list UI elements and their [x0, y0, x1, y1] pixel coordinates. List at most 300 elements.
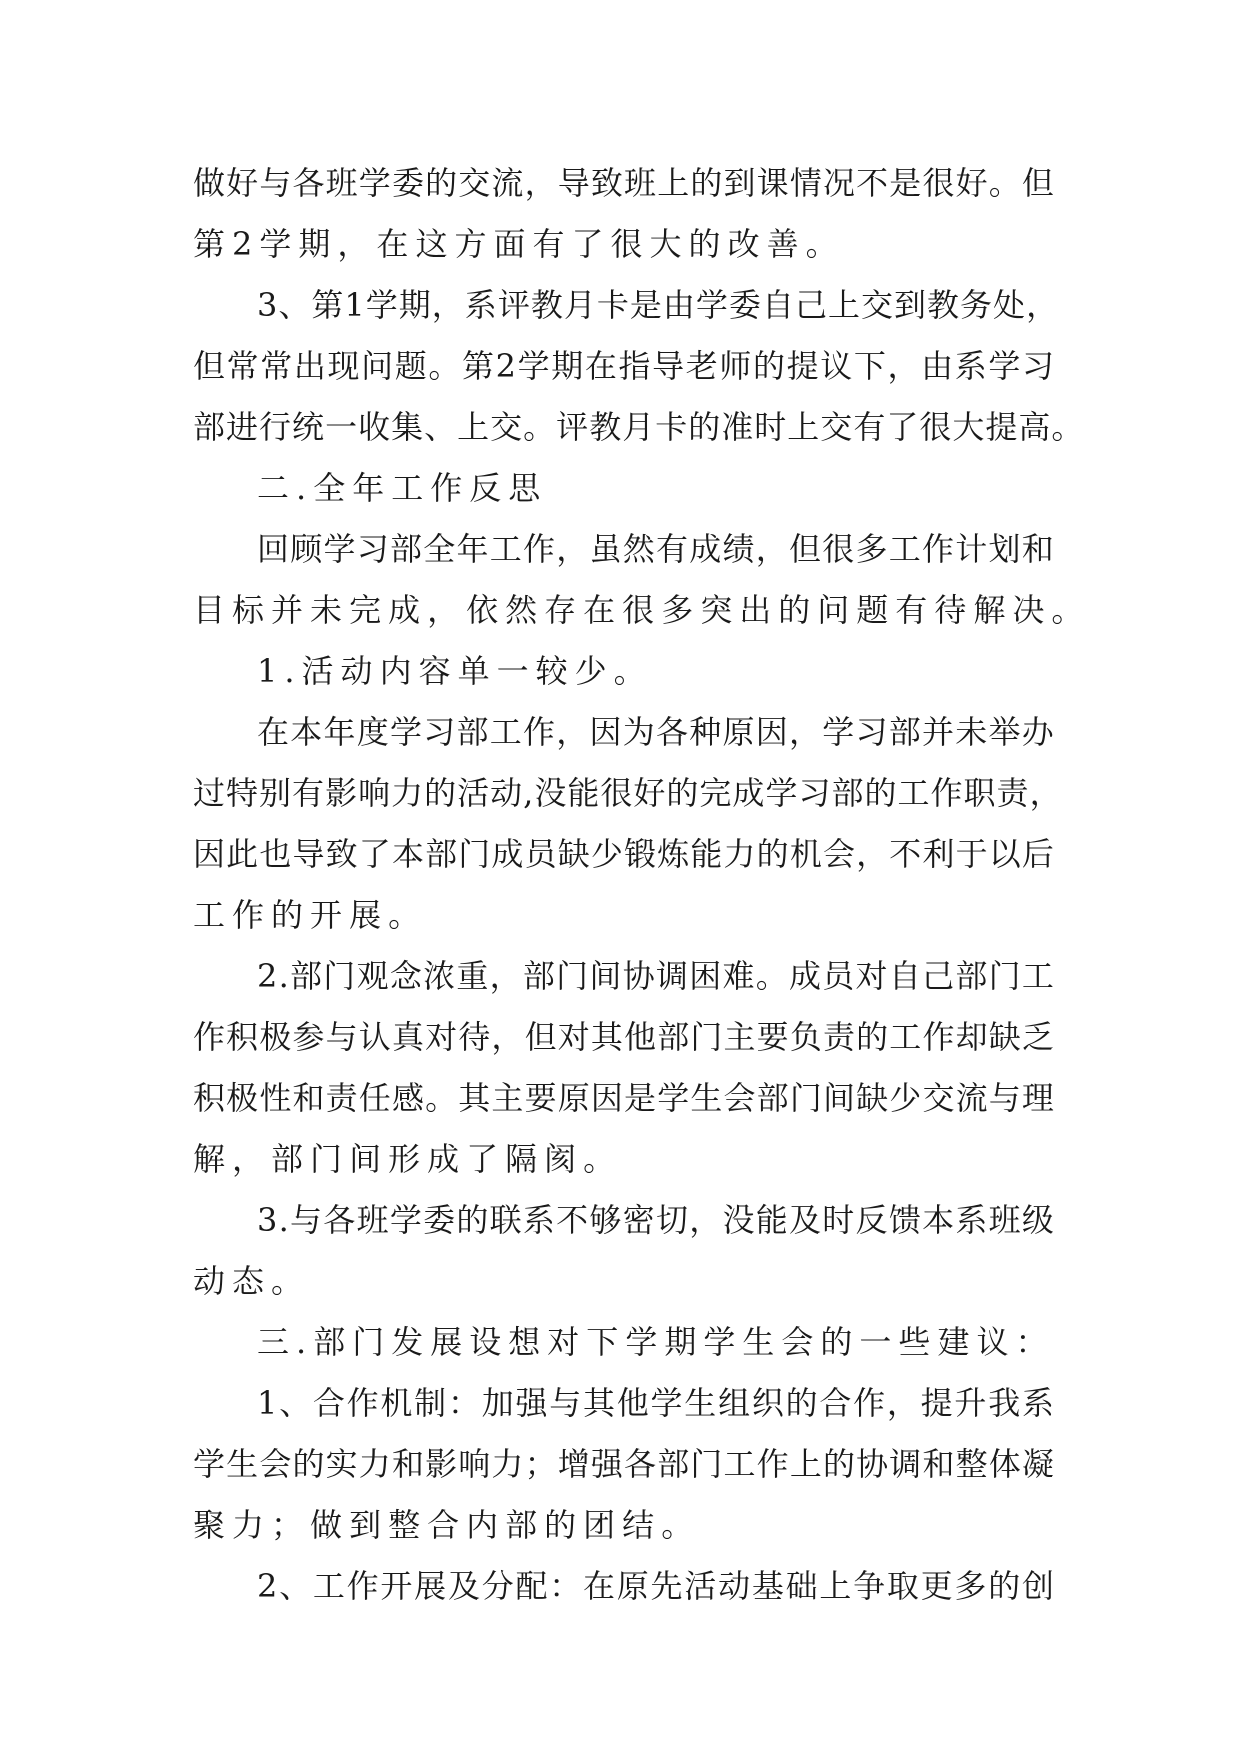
text-char: 间	[589, 957, 623, 995]
text-line	[193, 153, 1055, 214]
text-line	[193, 214, 1055, 275]
text-char: ，	[337, 225, 371, 263]
text-char: 学	[695, 286, 729, 324]
text-char: 系	[955, 1201, 989, 1239]
text-char: 。	[425, 1079, 459, 1117]
text-char: 期	[664, 1323, 698, 1361]
text-char: 评	[497, 286, 531, 324]
text-line	[193, 763, 1063, 824]
text-char: 实	[325, 1445, 359, 1483]
text-char: 单	[457, 652, 491, 690]
text-char: 、	[424, 408, 458, 446]
text-char: ，	[232, 1140, 266, 1178]
text-char: 大	[649, 225, 683, 263]
text-char: 出	[293, 347, 327, 385]
text-char: 加	[481, 1384, 515, 1422]
text-char: 高	[1018, 408, 1052, 446]
text-char: 学	[193, 1445, 227, 1483]
text-char: 门	[690, 1445, 724, 1483]
text-char: 少	[590, 835, 624, 873]
text-char: 顾	[290, 530, 324, 568]
text-char: 及	[789, 1201, 823, 1239]
text-char: 系	[1021, 1384, 1055, 1422]
text-char: 议	[976, 1323, 1010, 1361]
text-char: 任	[358, 1079, 392, 1117]
text-char: 能	[567, 774, 601, 812]
text-char: 好	[226, 164, 260, 202]
text-char: 多	[855, 530, 889, 568]
text-char: 本	[391, 835, 425, 873]
text-char: 想	[508, 1323, 542, 1361]
text-char: 全	[423, 530, 457, 568]
text-char: 完	[699, 774, 733, 812]
text-char: 时	[754, 408, 788, 446]
text-char: 己	[794, 286, 828, 324]
text-char: 重	[456, 957, 490, 995]
text-char: 因	[193, 835, 227, 873]
text-char: 2	[495, 347, 517, 385]
text-char: ，	[1026, 286, 1060, 324]
text-char: 下	[853, 347, 887, 385]
text-char: 了	[466, 1140, 500, 1178]
text-char: 2	[257, 957, 279, 995]
text-char: 老	[685, 347, 719, 385]
text-char: 情	[789, 164, 823, 202]
text-char: 到	[723, 164, 757, 202]
text-char: 动	[490, 774, 524, 812]
text-char: 卡	[596, 286, 630, 324]
text-char: .	[278, 1201, 290, 1239]
text-char: 级	[1021, 1201, 1055, 1239]
text-line	[193, 275, 1060, 336]
text-char: 他	[616, 1384, 650, 1422]
text-char: 凝	[1021, 1445, 1055, 1483]
text-char: 上	[657, 164, 691, 202]
text-char: 2	[232, 225, 254, 263]
text-char: 有	[532, 225, 566, 263]
text-char: 常	[226, 347, 260, 385]
text-char: 突	[700, 591, 734, 629]
text-char: 自	[761, 286, 795, 324]
text-char: 调	[655, 957, 689, 995]
text-char: 理	[1021, 1079, 1055, 1117]
text-char: 动	[340, 652, 374, 690]
text-char: 真	[391, 1018, 425, 1056]
text-char: 目	[193, 591, 227, 629]
text-char: 联	[489, 1201, 523, 1239]
text-char: 、	[279, 1384, 313, 1422]
text-char: 教	[927, 286, 961, 324]
text-char: 过	[193, 774, 227, 812]
text-char: 动	[193, 1262, 227, 1300]
text-char: 很	[822, 530, 856, 568]
text-char: 配	[515, 1567, 549, 1605]
text-char: 作	[756, 1445, 790, 1483]
text-char: 作	[232, 896, 266, 934]
text-char: 第	[193, 225, 227, 263]
text-char: 利	[922, 835, 956, 873]
text-char: 生	[742, 1323, 776, 1361]
text-char: 。	[755, 957, 789, 995]
text-char: 特	[226, 774, 260, 812]
text-char: 工	[312, 1567, 346, 1605]
text-char: 观	[356, 957, 390, 995]
text-char: 工	[391, 469, 425, 507]
text-char: 其	[583, 1384, 617, 1422]
text-char: 很	[919, 408, 953, 446]
text-char: 些	[898, 1323, 932, 1361]
text-char: 升	[954, 1384, 988, 1422]
text-char: 。	[583, 1140, 617, 1178]
text-char: 后	[1021, 835, 1055, 873]
text-char: 能	[690, 835, 724, 873]
text-char: 很	[610, 225, 644, 263]
text-char: 这	[415, 225, 449, 263]
text-char: 学	[259, 225, 293, 263]
text-char: 但	[789, 530, 823, 568]
text-char: 很	[600, 774, 634, 812]
text-char: 合	[312, 1384, 346, 1422]
text-line	[193, 1373, 1055, 1434]
text-char: 问	[361, 347, 395, 385]
text-line	[193, 1495, 1055, 1556]
text-char: 门	[690, 1018, 724, 1056]
text-char: 完	[349, 591, 383, 629]
text-char: ，	[431, 286, 465, 324]
text-char: 。	[661, 1506, 695, 1544]
text-char: 由	[662, 286, 696, 324]
text-char: 间	[349, 1140, 383, 1178]
text-line	[193, 885, 1055, 946]
text-char: 要	[524, 1079, 558, 1117]
text-char: 较	[535, 652, 569, 690]
text-char: 生	[226, 1445, 260, 1483]
text-char: 形	[388, 1140, 422, 1178]
text-char: 指	[618, 347, 652, 385]
text-char: 合	[427, 1506, 461, 1544]
text-char: 和	[391, 1445, 425, 1483]
text-char: 好	[633, 774, 667, 812]
text-char: 议	[820, 347, 854, 385]
text-char: 1	[257, 1384, 279, 1422]
text-char: 阂	[544, 1140, 578, 1178]
text-line	[193, 946, 1055, 1007]
text-char: 协	[856, 1445, 890, 1483]
list-item-heading	[193, 641, 1055, 702]
text-char: 系	[464, 286, 498, 324]
text-char: 门	[789, 1079, 823, 1117]
text-char: 由	[921, 347, 955, 385]
text-char: 缺	[988, 1018, 1022, 1056]
text-char: 。	[988, 164, 1022, 202]
text-char: 出	[739, 591, 773, 629]
text-char: 一	[325, 408, 359, 446]
text-char: 的	[425, 164, 459, 202]
text-char: 其	[458, 1079, 492, 1117]
text-char: 班	[325, 164, 359, 202]
text-char: 责	[325, 1079, 359, 1117]
text-char: 制	[414, 1384, 448, 1422]
text-char: 很	[622, 591, 656, 629]
text-char: 好	[955, 164, 989, 202]
text-char: 缺	[557, 835, 591, 873]
text-char: 的	[666, 774, 700, 812]
text-char: 。	[613, 652, 647, 690]
text-char: 存	[544, 591, 578, 629]
text-char: 提	[786, 347, 820, 385]
text-char: 学	[988, 347, 1022, 385]
text-char: 强	[515, 1384, 549, 1422]
text-char: 取	[886, 1567, 920, 1605]
text-char: 部	[522, 957, 556, 995]
text-char: 学	[657, 1079, 691, 1117]
text-char: 的	[544, 1506, 578, 1544]
text-char: 工	[1021, 957, 1055, 995]
text-char: 的	[424, 774, 458, 812]
section-heading	[193, 458, 1055, 519]
text-char: 间	[822, 1079, 856, 1117]
text-char: 门	[310, 1140, 344, 1178]
text-char: 交	[490, 408, 524, 446]
text-char: .	[278, 957, 290, 995]
text-char: 但	[524, 1018, 558, 1056]
text-char: 计	[955, 530, 989, 568]
text-char: 会	[781, 1323, 815, 1361]
text-char: 师	[719, 347, 753, 385]
text-char: 多	[954, 1567, 988, 1605]
text-char: 作	[930, 774, 964, 812]
text-line	[193, 519, 1055, 580]
text-char: 各	[656, 713, 690, 751]
text-char: 及	[447, 1567, 481, 1605]
text-char: 极	[226, 1079, 260, 1117]
text-char: 部	[271, 1140, 305, 1178]
text-char: ，	[524, 164, 558, 202]
text-char: 念	[389, 957, 423, 995]
text-char: 。	[428, 347, 462, 385]
text-char: 影	[425, 1445, 459, 1483]
text-char: 上	[827, 286, 861, 324]
text-char: 上	[819, 1567, 853, 1605]
text-char: 改	[727, 225, 761, 263]
text-char: 浓	[423, 957, 457, 995]
text-char: 部	[505, 1506, 539, 1544]
text-char: 题	[394, 347, 428, 385]
text-char: 也	[259, 835, 293, 873]
text-char: ，	[556, 530, 590, 568]
text-char: 合	[819, 1384, 853, 1422]
text-char: 学	[365, 286, 399, 324]
text-line	[193, 1129, 1055, 1190]
text-char: 解	[973, 591, 1007, 629]
text-char: 强	[590, 1445, 624, 1483]
text-char: 工	[897, 774, 931, 812]
text-char: 常	[260, 347, 294, 385]
text-char: 学	[703, 1323, 737, 1361]
text-char: 组	[718, 1384, 752, 1422]
text-char: 成	[789, 957, 823, 995]
text-char: 导	[557, 164, 591, 202]
text-char: 极	[259, 1018, 293, 1056]
text-char: 员	[524, 835, 558, 873]
text-char: 生	[690, 1079, 724, 1117]
text-char: 聚	[193, 1506, 227, 1544]
text-char: 年	[323, 713, 357, 751]
text-char: 在	[584, 347, 618, 385]
text-char: 各	[624, 1445, 658, 1483]
text-char: 职	[963, 774, 997, 812]
text-char: 因	[755, 713, 789, 751]
text-char: 工	[889, 1018, 923, 1056]
text-char: 成	[427, 1140, 461, 1178]
text-char: 习	[855, 713, 889, 751]
text-char: ：	[1015, 1323, 1049, 1361]
text-char: 度	[356, 713, 390, 751]
text-char: 未	[310, 591, 344, 629]
text-char: 年	[456, 530, 490, 568]
text-char: 部	[831, 774, 865, 812]
text-char: 系	[954, 347, 988, 385]
text-char: 。	[523, 408, 557, 446]
text-char: 参	[292, 1018, 326, 1056]
text-char: 容	[418, 652, 452, 690]
text-char: 成	[491, 835, 525, 873]
text-char: 学	[822, 713, 856, 751]
text-char: 并	[922, 713, 956, 751]
text-char: 没	[534, 774, 568, 812]
text-char: 先	[650, 1567, 684, 1605]
text-char: ，	[755, 530, 789, 568]
text-char: 发	[391, 1323, 425, 1361]
text-char: 决	[1012, 591, 1046, 629]
text-char: 为	[622, 713, 656, 751]
text-char: 力	[391, 774, 425, 812]
text-char: 班	[624, 164, 658, 202]
text-char: 。	[388, 896, 422, 934]
text-char: 其	[590, 1018, 624, 1056]
text-char: 有	[292, 774, 326, 812]
text-char: ，	[489, 957, 523, 995]
text-char: 月	[622, 408, 656, 446]
text-line	[193, 824, 1055, 885]
text-char: 题	[856, 591, 890, 629]
text-char: 部	[955, 957, 989, 995]
text-char: 统	[292, 408, 326, 446]
text-char: 上	[789, 1445, 823, 1483]
text-char: 但	[1021, 164, 1055, 202]
text-char: 够	[589, 1201, 623, 1239]
text-char: 学	[389, 1201, 423, 1239]
text-char: ，	[886, 1384, 920, 1422]
text-char: 与	[259, 164, 293, 202]
text-char: 期	[398, 286, 432, 324]
text-char: 了	[886, 408, 920, 446]
text-char: 成	[689, 530, 723, 568]
text-char: 因	[590, 1079, 624, 1117]
text-char: 少	[574, 652, 608, 690]
text-char: 因	[589, 713, 623, 751]
text-char: 成	[732, 774, 766, 812]
text-char: .	[296, 1323, 308, 1361]
text-char: 工	[888, 530, 922, 568]
text-char: 原	[722, 713, 756, 751]
text-char: 作	[430, 469, 464, 507]
text-char: 响	[458, 1445, 492, 1483]
text-char: 困	[689, 957, 723, 995]
text-char: 会	[259, 1445, 293, 1483]
text-char: 学	[650, 1384, 684, 1422]
text-char: 机	[380, 1384, 414, 1422]
text-char: 依	[466, 591, 500, 629]
text-line	[193, 1068, 1055, 1129]
text-char: 础	[785, 1567, 819, 1605]
text-line	[193, 1434, 1055, 1495]
text-char: 对	[557, 1018, 591, 1056]
text-char: 部	[756, 1079, 790, 1117]
text-char: 在	[583, 1567, 617, 1605]
text-char: 的	[864, 774, 898, 812]
text-char: 力	[232, 1506, 266, 1544]
text-line	[193, 336, 1055, 397]
text-char: ，	[556, 713, 590, 751]
text-char: 作	[922, 530, 956, 568]
text-char: 认	[358, 1018, 392, 1056]
text-char: 的	[856, 1018, 890, 1056]
text-char: 在	[257, 713, 291, 751]
text-char: 结	[622, 1506, 656, 1544]
text-char: 设	[469, 1323, 503, 1361]
text-char: 动	[718, 1567, 752, 1605]
text-char: 卡	[655, 408, 689, 446]
text-char: 与	[325, 1018, 359, 1056]
text-char: 对	[547, 1323, 581, 1361]
text-char: 要	[756, 1018, 790, 1056]
text-char: 活	[301, 652, 335, 690]
text-char: 。	[805, 225, 839, 263]
text-char: 对	[425, 1018, 459, 1056]
text-char: 力	[491, 1445, 525, 1483]
text-char: 态	[232, 1262, 266, 1300]
text-char: 评	[556, 408, 590, 446]
text-char: 是	[629, 286, 663, 324]
text-char: 增	[557, 1445, 591, 1483]
text-char: 交	[820, 408, 854, 446]
text-char: 体	[988, 1445, 1022, 1483]
text-char: 提	[985, 408, 1019, 446]
text-char: 原	[616, 1567, 650, 1605]
text-char: 学	[517, 347, 551, 385]
text-char: 少	[889, 1079, 923, 1117]
text-char: 我	[988, 1384, 1022, 1422]
text-char: 1	[344, 286, 366, 324]
text-char: 力	[358, 1445, 392, 1483]
text-char: 隔	[505, 1140, 539, 1178]
text-char: 然	[622, 530, 656, 568]
text-char: ；	[271, 1506, 305, 1544]
text-char: 标	[232, 591, 266, 629]
text-char: 开	[310, 896, 344, 934]
text-char: 争	[853, 1567, 887, 1605]
text-char: 感	[391, 1079, 425, 1117]
text-char: 不	[889, 835, 923, 873]
text-char: 在	[583, 591, 617, 629]
text-char: 展	[430, 1323, 464, 1361]
text-char: 作	[922, 1018, 956, 1056]
text-char: 成	[388, 591, 422, 629]
text-char: 主	[491, 1079, 525, 1117]
text-char: 交	[860, 286, 894, 324]
text-char: 调	[889, 1445, 923, 1483]
